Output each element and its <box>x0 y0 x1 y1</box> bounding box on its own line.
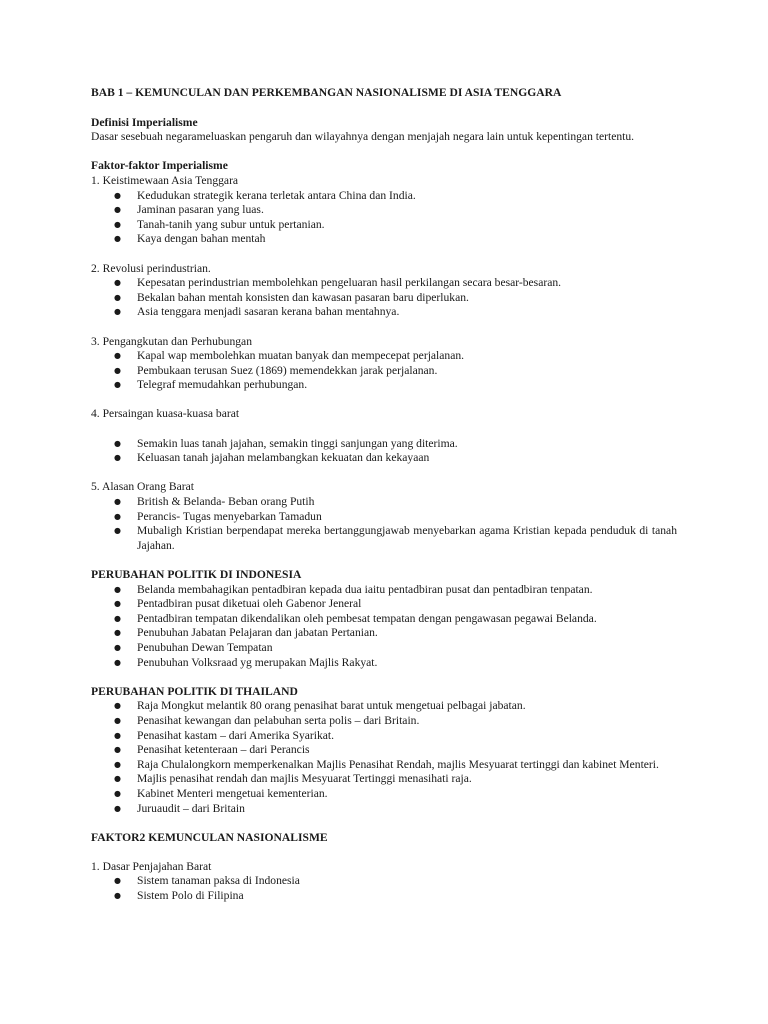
faktor-group <box>91 262 677 320</box>
bullet-icon: ● <box>114 526 121 536</box>
list-item <box>91 874 677 889</box>
bullet-icon: ● <box>114 453 121 463</box>
faktor-group-list <box>91 495 677 553</box>
list-item <box>91 787 677 802</box>
list-item <box>91 772 677 787</box>
document-title: BAB 1 – KEMUNCULAN DAN PERKEMBANGAN NASIONALISME DI ASIA TENGGARA <box>91 86 562 99</box>
spacer <box>91 320 677 335</box>
list-item-text: Majlis penasihat rendah dan majlis Mesyuarat Tertinggi menasihati raja. <box>137 772 472 786</box>
heading-nasionalisme: FAKTOR2 KEMUNCULAN NASIONALISME <box>91 830 328 844</box>
list-item <box>91 699 677 714</box>
bullet-icon: ● <box>114 497 121 507</box>
list-item <box>91 641 677 656</box>
faktor-groups <box>91 174 677 553</box>
list-item-text: Juruaudit – dari Britain <box>137 801 245 815</box>
thailand-list <box>91 699 677 816</box>
list-item <box>91 583 677 598</box>
bullet-icon: ● <box>114 715 121 725</box>
faktor-group-list <box>91 349 677 393</box>
faktor-group-list <box>91 276 677 320</box>
bullet-icon: ● <box>114 278 121 288</box>
bullet-icon: ● <box>114 584 121 594</box>
list-item <box>91 232 677 247</box>
list-item-text: Raja Chulalongkorn memperkenalkan Majlis Penasihat Rendah, majlis Mesyuarat tertinggi dan kabinet Menteri. <box>137 757 659 771</box>
nasionalisme-list <box>91 874 677 903</box>
section-indonesia <box>91 568 677 670</box>
bullet-icon: ● <box>114 730 121 740</box>
bullet-icon: ● <box>114 628 121 638</box>
bullet-icon: ● <box>114 599 121 609</box>
bullet-icon: ● <box>114 774 121 784</box>
list-item <box>91 349 677 364</box>
list-item <box>91 729 677 744</box>
heading-indonesia: PERUBAHAN POLITIK DI INDONESIA <box>91 568 302 581</box>
bullet-icon: ● <box>114 657 121 667</box>
faktor-group <box>91 480 677 553</box>
heading-faktor: Faktor-faktor Imperialisme <box>91 159 228 173</box>
section-definisi <box>91 116 677 145</box>
list-item-text: Belanda membahagikan pentadbiran kepada dua iaitu pentadbiran pusat dan pentadbiran tenpatan. <box>137 582 593 596</box>
bullet-icon: ● <box>114 351 121 361</box>
list-item <box>91 305 677 320</box>
list-item-text: Penubuhan Jabatan Pelajaran dan jabatan Pertanian. <box>137 626 378 640</box>
list-item-text: Penasihat ketenteraan – dari Perancis <box>137 743 310 757</box>
list-item-text: Semakin luas tanah jajahan, semakin tinggi sanjungan yang diterima. <box>137 436 458 450</box>
spacer <box>91 845 677 860</box>
list-item <box>91 437 677 452</box>
list-item-text: Asia tenggara menjadi sasaran kerana bahan mentahnya. <box>137 305 400 319</box>
faktor-group-list <box>91 437 677 466</box>
list-item <box>91 189 677 204</box>
list-item <box>91 597 677 612</box>
list-item <box>91 758 677 773</box>
list-item <box>91 524 677 553</box>
section-faktor <box>91 159 677 553</box>
spacer <box>91 466 677 481</box>
bullet-icon: ● <box>114 803 121 813</box>
list-item-text: Kaya dengan bahan mentah <box>137 232 266 246</box>
spacer <box>91 422 677 437</box>
list-item-text: Penubuhan Dewan Tempatan <box>137 640 273 654</box>
list-item-text: Kabinet Menteri mengetuai kementerian. <box>137 786 328 800</box>
faktor-group-list <box>91 189 677 247</box>
bullet-icon: ● <box>114 234 121 244</box>
bullet-icon: ● <box>114 788 121 798</box>
faktor-group-title: 4. Persaingan kuasa-kuasa barat <box>91 407 240 421</box>
spacer <box>91 670 677 685</box>
list-item <box>91 802 677 817</box>
indonesia-list <box>91 583 677 671</box>
document-page <box>91 86 677 904</box>
spacer <box>91 247 677 262</box>
list-item-text: Kapal wap membolehkan muatan banyak dan mempecepat perjalanan. <box>137 349 465 363</box>
list-item-text: Kedudukan strategik kerana terletak antara China dan India. <box>137 188 416 202</box>
list-item <box>91 656 677 671</box>
bullet-icon: ● <box>114 613 121 623</box>
list-item <box>91 889 677 904</box>
list-item-text: Penasihat kastam – dari Amerika Syarikat. <box>137 728 335 742</box>
section-thailand <box>91 685 677 816</box>
bullet-icon: ● <box>114 190 121 200</box>
list-item-text: British & Belanda- Beban orang Putih <box>137 495 315 509</box>
heading-thailand: PERUBAHAN POLITIK DI THAILAND <box>91 684 298 698</box>
list-item-text: Sistem tanaman paksa di Indonesia <box>137 874 300 888</box>
list-item <box>91 203 677 218</box>
definisi-text: Dasar sesebuah negarameluaskan pengaruh dan wilayahnya dengan menjajah negara lain untuk kepentingan tertentu. <box>91 130 635 144</box>
bullet-icon: ● <box>114 307 121 317</box>
list-item <box>91 218 677 233</box>
list-item-text: Perancis- Tugas menyebarkan Tamadun <box>137 509 322 523</box>
list-item <box>91 495 677 510</box>
faktor-group <box>91 335 677 393</box>
section-nasionalisme <box>91 831 677 904</box>
bullet-icon: ● <box>114 438 121 448</box>
spacer <box>91 145 677 160</box>
heading-definisi: Definisi Imperialisme <box>91 115 198 129</box>
list-item-text: Tanah-tanih yang subur untuk pertanian. <box>137 217 325 231</box>
list-item-text: Pentadbiran pusat diketuai oleh Gabenor Jeneral <box>137 597 362 611</box>
list-item-text: Raja Mongkut melantik 80 orang penasihat barat untuk mengetuai pelbagai jabatan. <box>137 699 526 713</box>
bullet-icon: ● <box>114 380 121 390</box>
spacer <box>91 553 677 568</box>
list-item <box>91 378 677 393</box>
list-item-text: Pembukaan terusan Suez (1869) memendekkan jarak perjalanan. <box>137 363 438 377</box>
bullet-icon: ● <box>114 205 121 215</box>
list-item <box>91 612 677 627</box>
list-item-text: Sistem Polo di Filipina <box>137 889 244 903</box>
list-item <box>91 451 677 466</box>
faktor-group-title: 5. Alasan Orang Barat <box>91 480 195 494</box>
bullet-icon: ● <box>114 219 121 229</box>
bullet-icon: ● <box>114 759 121 769</box>
list-item <box>91 364 677 379</box>
faktor-group-title: 3. Pengangkutan dan Perhubungan <box>91 334 252 348</box>
bullet-icon: ● <box>114 876 121 886</box>
list-item-text: Penasihat kewangan dan pelabuhan serta polis – dari Britain. <box>137 713 420 727</box>
list-item <box>91 510 677 525</box>
faktor-group <box>91 407 677 465</box>
list-item-text: Kepesatan perindustrian membolehkan pengeluaran hasil perkilangan secara besar-besaran. <box>137 276 562 290</box>
bullet-icon: ● <box>114 365 121 375</box>
list-item <box>91 276 677 291</box>
list-item <box>91 626 677 641</box>
list-item <box>91 714 677 729</box>
list-item-text: Bekalan bahan mentah konsisten dan kawasan pasaran baru diperlukan. <box>137 290 469 304</box>
faktor-group <box>91 174 677 247</box>
list-item-text: Mubaligh Kristian berpendapat mereka bertanggungjawab menyebarkan agama Kristian kepada penduduk di tanah Jajahan. <box>137 524 677 552</box>
list-item-text: Keluasan tanah jajahan melambangkan kekuatan dan kekayaan <box>137 451 430 465</box>
list-item-text: Penubuhan Volksraad yg merupakan Majlis Rakyat. <box>137 655 378 669</box>
bullet-icon: ● <box>114 642 121 652</box>
spacer <box>91 816 677 831</box>
list-item <box>91 743 677 758</box>
faktor-group-title: 1. Keistimewaan Asia Tenggara <box>91 173 239 187</box>
spacer <box>91 393 677 408</box>
bullet-icon: ● <box>114 891 121 901</box>
list-item <box>91 291 677 306</box>
list-item-text: Telegraf memudahkan perhubungan. <box>137 378 308 392</box>
list-item-text: Jaminan pasaran yang luas. <box>137 203 264 217</box>
bullet-icon: ● <box>114 511 121 521</box>
nasionalisme-subheading: 1. Dasar Penjajahan Barat <box>91 859 212 873</box>
faktor-group-title: 2. Revolusi perindustrian. <box>91 261 211 275</box>
bullet-icon: ● <box>114 292 121 302</box>
list-item-text: Pentadbiran tempatan dikendalikan oleh pembesat tempatan dengan pengawasan pegawai Belanda. <box>137 611 597 625</box>
bullet-icon: ● <box>114 701 121 711</box>
bullet-icon: ● <box>114 745 121 755</box>
